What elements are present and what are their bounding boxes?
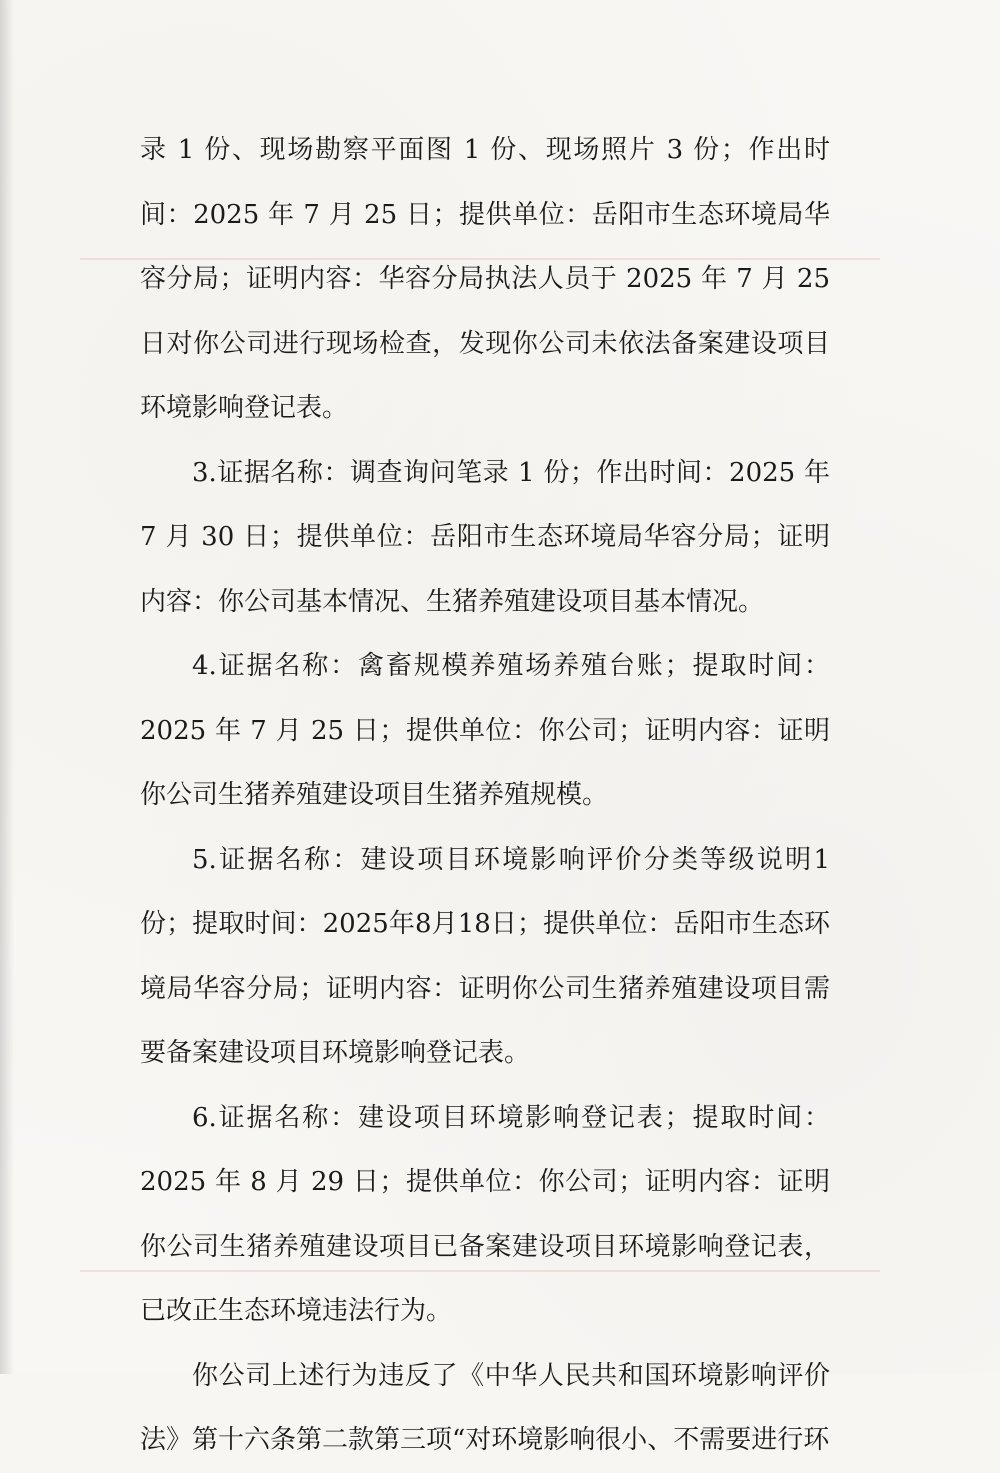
page-edge-shadow xyxy=(0,0,14,1374)
paragraph-evidence-4: 4.证据名称：禽畜规模养殖场养殖台账；提取时间：2025 年 7 月 25 日；提供单位：你公司；证明内容：证明你公司生猪养殖建设项目生猪养殖规模。 xyxy=(140,651,830,810)
paragraph-evidence-6: 6.证据名称：建设项目环境影响登记表；提取时间：2025 年 8 月 29 日；提供单位：你公司；证明内容：证明你公司生猪养殖建设项目已备案建设项目环境影响登记表，已改正生态环境违法行为。 xyxy=(140,1102,830,1326)
paragraph-evidence-3: 3.证据名称：调查询问笔录 1 份；作出时间：2025 年 7 月 30 日；提供单位：岳阳市生态环境局华容分局；证明内容：你公司基本情况、生猪养殖建设项目基本情况。 xyxy=(140,457,830,617)
paragraph-evidence-2-continued: 录 1 份、现场勘察平面图 1 份、现场照片 3 份；作出时间：2025 年 7 月 25 日；提供单位：岳阳市生态环境局华容分局；证明内容：华容分局执法人员于 2025 年 7 月 25 日对你公司进行现场检查，发现你公司未依法备案建设项目环境影响登记表。 xyxy=(140,135,830,423)
document-body xyxy=(140,118,830,1473)
paragraph-violation: 你公司上述行为违反了《中华人民共和国环境影响评价法》第十六条第二款第三项“对环境影响很小、不需要进行环 xyxy=(140,1360,830,1455)
paragraph-evidence-5: 5.证据名称：建设项目环境影响评价分类等级说明1份；提取时间：2025年8月18日；提供单位：岳阳市生态环境局华容分局；证明内容：证明你公司生猪养殖建设项目需要备案建设项目环境影响登记表。 xyxy=(140,844,830,1068)
